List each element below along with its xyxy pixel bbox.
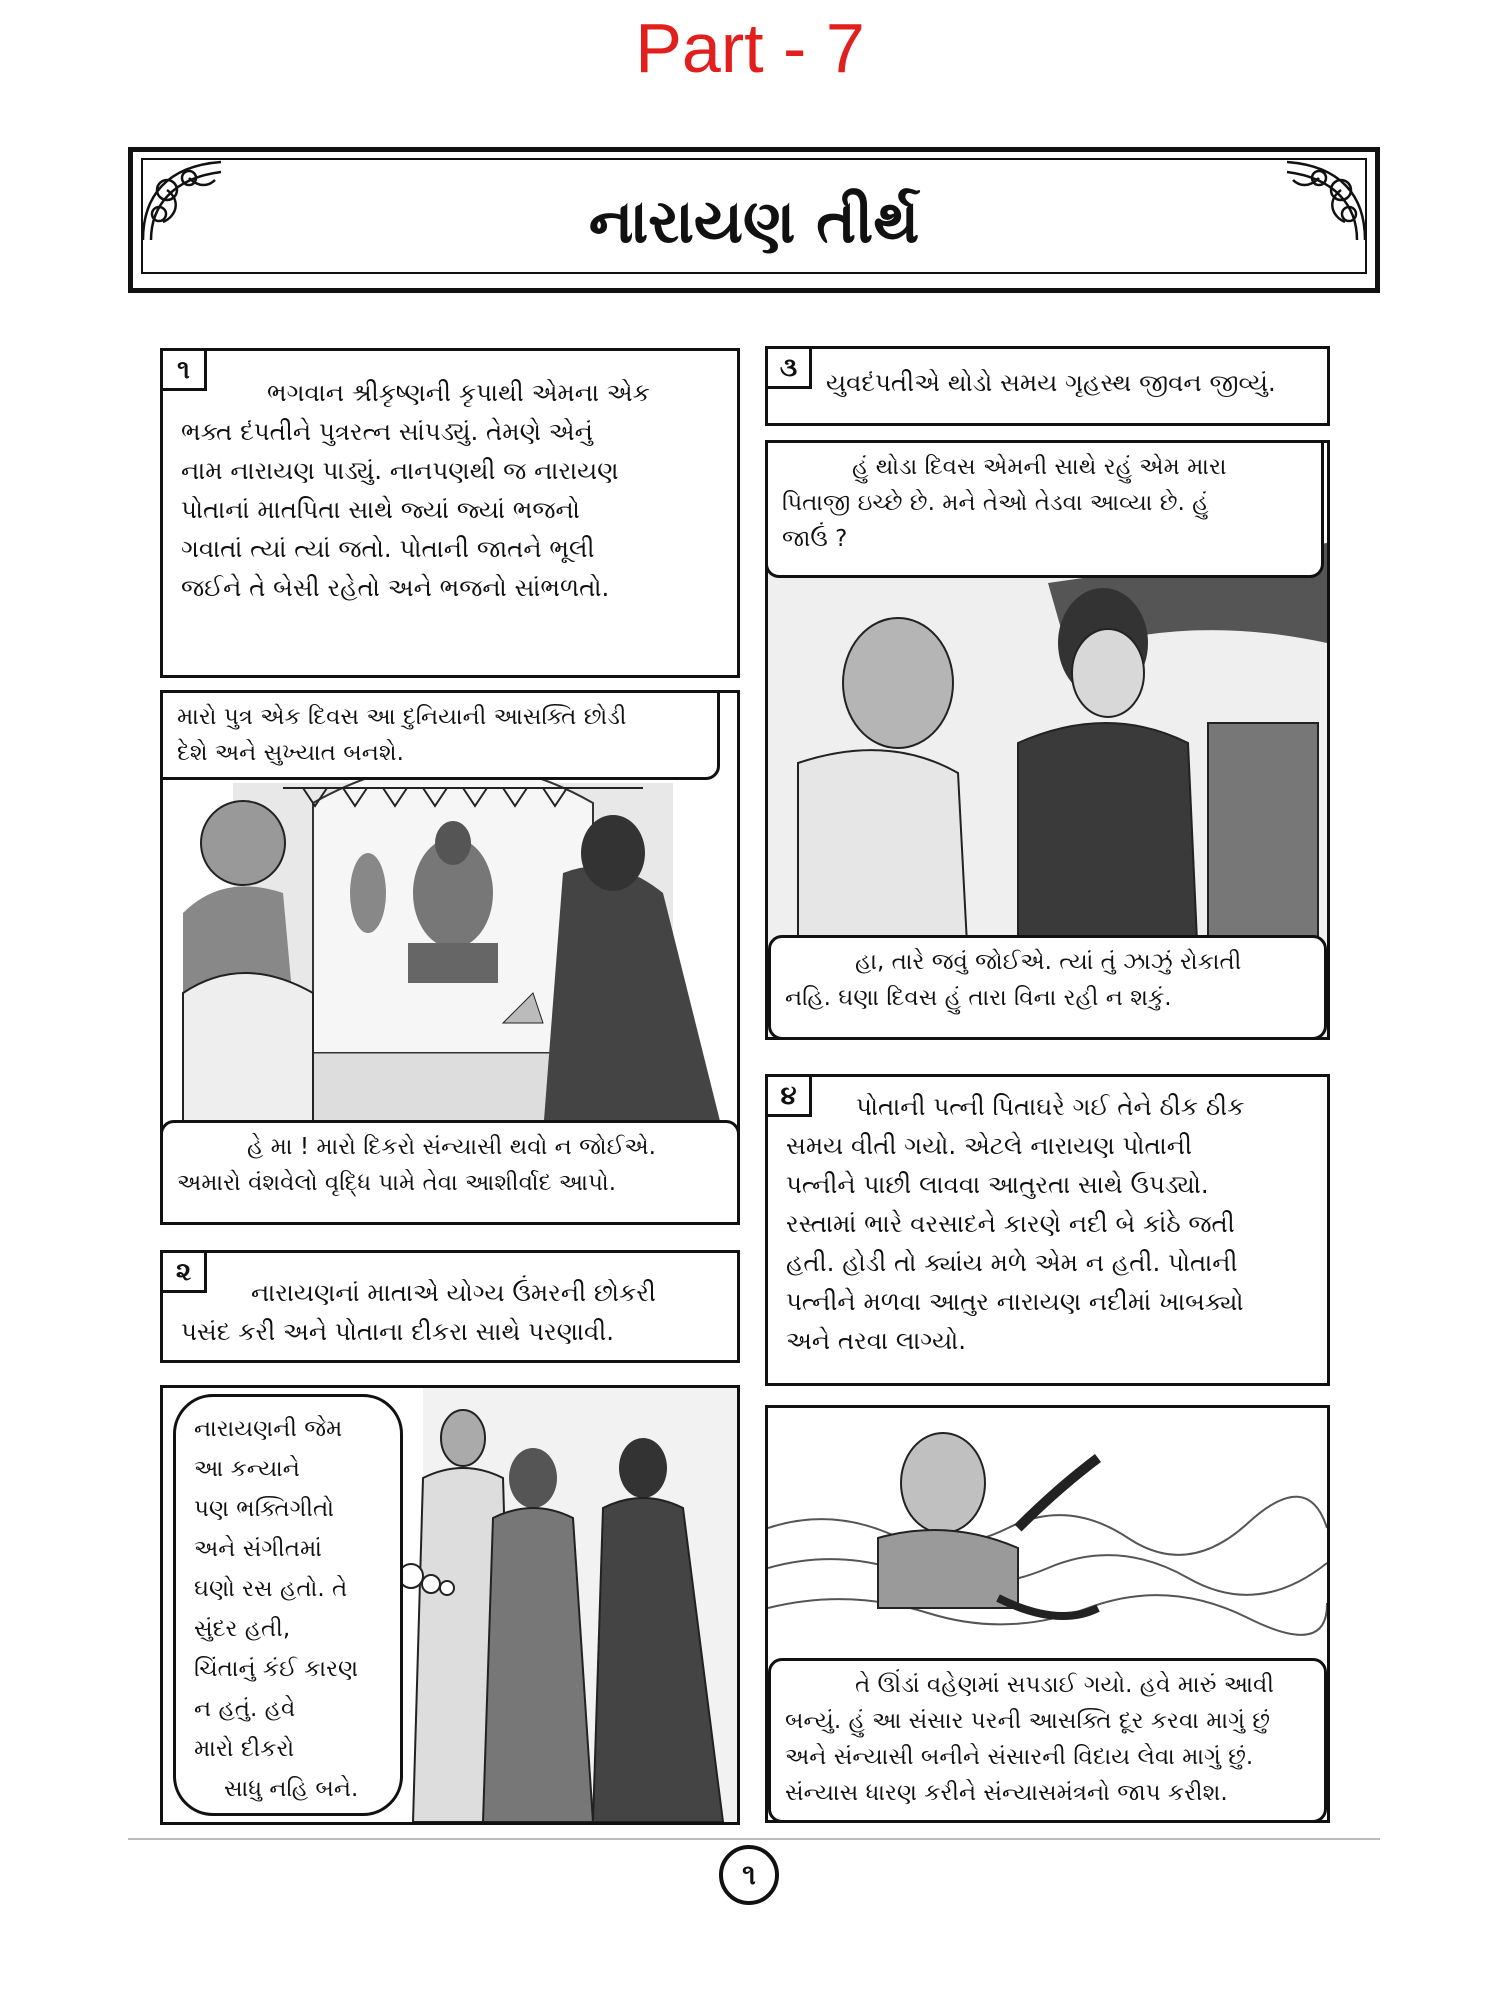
panel-2-text — [181, 1273, 726, 1351]
thought-line: મારો દીકરો — [194, 1736, 295, 1762]
text-line: નામ નારાયણ પાડ્યું. નાનપણથી જ નારાયણ — [181, 456, 619, 485]
bubble-line: જાઉં ? — [782, 526, 848, 552]
speech-bubble-wife — [765, 440, 1324, 578]
bubble-line: તે ઊંડાં વહેણમાં સપડાઈ ગયો. હવે મારું આવી — [855, 1672, 1274, 1698]
panel-4-illustration — [765, 1405, 1330, 1823]
panel-number: ૧ — [163, 351, 207, 391]
text-line: પત્નીને પાછી લાવવા આતુરતા સાથે ઉપડ્યો. — [786, 1170, 1209, 1199]
text-line: યુવદંપતીએ થોડો સમય ગૃહસ્થ જીવન જીવ્યું. — [826, 368, 1276, 397]
panel-4-caption — [765, 1074, 1330, 1386]
panel-1-text — [181, 373, 721, 607]
speech-bubble-narayan-river — [768, 1658, 1327, 1823]
text-line: પત્નીને મળવા આતુર નારાયણ નદીમાં ખાબક્યો — [786, 1287, 1244, 1316]
panel-number: ૪ — [768, 1077, 812, 1117]
text-line: હતી. હોડી તો ક્યાંય મળે એમ ન હતી. પોતાની — [786, 1248, 1238, 1277]
thought-line: અને સંગીતમાં — [194, 1536, 322, 1562]
thought-line: આ કન્યાને — [194, 1456, 300, 1482]
thought-line: સાધુ નહિ બને. — [224, 1776, 359, 1802]
part-label: Part - 7 — [635, 9, 865, 87]
thought-bubble-mother — [173, 1394, 403, 1816]
bubble-line: હે મા ! મારો દિકરો સંન્યાસી થવો ન જોઈએ. — [247, 1134, 656, 1160]
title-frame — [128, 147, 1380, 293]
bubble-line: સંન્યાસ ધારણ કરીને સંન્યાસમંત્રનો જાપ કરીશ. — [785, 1780, 1228, 1806]
footer-rule — [128, 1838, 1380, 1840]
thought-line: નારાયણની જેમ — [194, 1416, 343, 1442]
text-line: પોતાની પત્ની પિતાઘરે ગઈ તેને ઠીક ઠીક — [856, 1092, 1245, 1121]
text-line: ભગવાન શ્રીકૃષ્ણની કૃપાથી એમના એક — [267, 378, 650, 407]
text-line: પોતાનાં માતપિતા સાથે જ્યાં જ્યાં ભજનો — [181, 495, 580, 524]
text-line: અને તરવા લાગ્યો. — [786, 1326, 967, 1355]
panel-number: ૨ — [163, 1253, 207, 1293]
speech-bubble-mother — [160, 690, 720, 780]
panel-1-illustration — [160, 690, 740, 1225]
panel-3-illustration — [765, 440, 1330, 1040]
panel-4-text — [786, 1087, 1316, 1360]
bubble-line: પિતાજી ઇચ્છે છે. મને તેઓ તેડવા આવ્યા છે. હું — [782, 490, 1209, 516]
text-line: ગવાતાં ત્યાં ત્યાં જતો. પોતાની જાતને ભૂલી — [181, 534, 595, 563]
panel-2-illustration — [160, 1385, 740, 1825]
panel-number: ૩ — [768, 349, 812, 389]
bubble-line: મારો પુત્ર એક દિવસ આ દુનિયાની આસક્તિ છોડી — [177, 704, 627, 730]
text-line: ભક્ત દંપતીને પુત્રરત્ન સાંપડ્યું. તેમણે એનું — [181, 417, 593, 446]
panel-1-caption — [160, 348, 740, 678]
panel-2-caption — [160, 1250, 740, 1363]
page-title: નારાયણ તીર્થ — [588, 187, 920, 257]
bubble-line: અને સંન્યાસી બનીને સંસારની વિદાય લેવા માગું છું. — [785, 1744, 1254, 1770]
text-line: જઈને તે બેસી રહેતો અને ભજનો સાંભળતો. — [181, 573, 610, 602]
panel-3-caption — [765, 346, 1330, 426]
bubble-line: નહિ. ઘણા દિવસ હું તારા વિના રહી ન શકું. — [785, 985, 1172, 1011]
text-line: પસંદ કરી અને પોતાના દીકરા સાથે પરણાવી. — [181, 1317, 615, 1346]
thought-line: પણ ભક્તિગીતો — [194, 1496, 334, 1522]
bubble-line: દેશે અને સુખ્યાત બનશે. — [177, 740, 404, 766]
bubble-line: અમારો વંશવેલો વૃદ્ધિ પામે તેવા આશીર્વાદ આપો. — [177, 1170, 617, 1196]
page-number: ૧ — [719, 1845, 779, 1905]
thought-line: ઘણો રસ હતો. તે — [194, 1576, 348, 1602]
bubble-line: હા, તારે જવું જોઈએ. ત્યાં તું ઝાઝું રોકાતી — [855, 949, 1242, 975]
thought-line: ન હતું. હવે — [194, 1696, 296, 1722]
bubble-line: હું થોડા દિવસ એમની સાથે રહું એમ મારા — [852, 454, 1227, 480]
thought-line: સુંદર હતી, — [194, 1616, 291, 1642]
thought-line: ચિંતાનું કંઈ કારણ — [194, 1656, 359, 1682]
text-line: સમય વીતી ગયો. એટલે નારાયણ પોતાની — [786, 1131, 1193, 1160]
speech-bubble-narayan — [768, 935, 1327, 1040]
text-line: રસ્તામાં ભારે વરસાદને કારણે નદી બે કાંઠે જતી — [786, 1209, 1235, 1238]
speech-bubble-prayer — [160, 1120, 740, 1225]
bubble-line: બન્યું. હું આ સંસાર પરની આસક્તિ દૂર કરવા માગું છું — [785, 1708, 1270, 1734]
text-line: નારાયણનાં માતાએ યોગ્ય ઉંમરની છોકરી — [251, 1278, 656, 1307]
